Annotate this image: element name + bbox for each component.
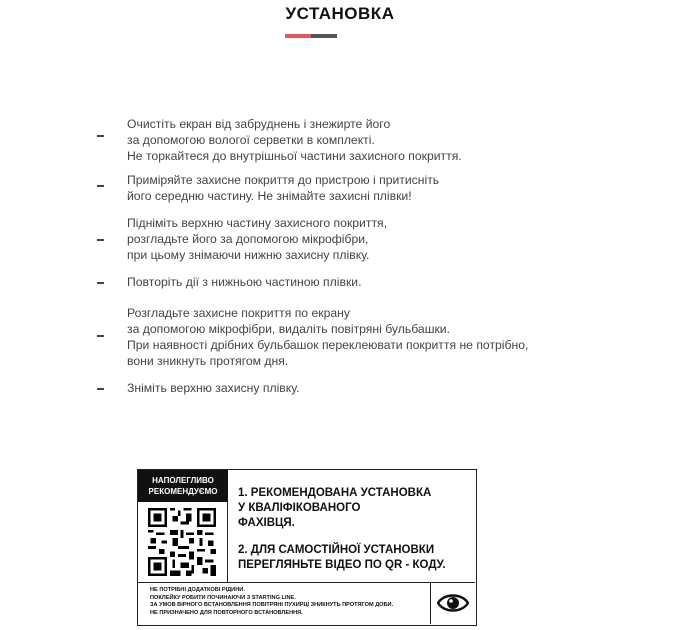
rec-line: 1. РЕКОМЕНДОВАНА УСТАНОВКА (238, 487, 432, 499)
rec-line: ПЕРЕГЛЯНЬТЕ ВІДЕО ПО QR - КОДУ. (238, 559, 446, 571)
notes-row (138, 582, 475, 625)
rec-line: 2. ДЛЯ САМОСТІЙНОЇ УСТАНОВКИ (238, 544, 435, 556)
step-bullet (97, 335, 104, 337)
step-bullet (97, 185, 104, 187)
underline-red-segment (285, 34, 311, 38)
notes-text (150, 587, 393, 617)
step-line: Не торкайтеся до внутрішньої частини захисного покриття. (127, 149, 462, 163)
eye-cell (430, 583, 475, 624)
qr-column (138, 470, 228, 582)
note-line: НЕ ПРИЗНАЧЕНО ДЛЯ ПОВТОРНОГО ВСТАНОВЛЕННЯ. (150, 609, 303, 616)
underline-gray-segment (311, 34, 337, 38)
rec-line: У КВАЛІФІКОВАНОГО (238, 502, 361, 514)
step-line: Приміряйте захисне покриття до пристрою і притисніть (127, 173, 440, 187)
step-line: його середню частину. Не знімайте захисні плівки! (127, 189, 412, 203)
step-line: вони зникнуть протягом дня. (127, 354, 289, 368)
step-line: за допомогою вологої серветки в комплекті. (127, 133, 375, 147)
step-text (127, 274, 361, 290)
step-line: Підніміть верхню частину захисного покриття, (127, 216, 388, 230)
qr-code-icon[interactable] (148, 508, 216, 576)
step-line: Очистіть екран від забруднень і знежирте його (127, 117, 391, 131)
step-bullet (97, 135, 104, 137)
step-text (127, 172, 439, 204)
eye-icon (437, 591, 469, 615)
step-bullet (97, 239, 104, 241)
step-line: Зніміть верхню захисну плівку. (127, 381, 300, 395)
step-text (127, 116, 462, 164)
step-line: розгладьте його за допомогою мікрофібри, (127, 232, 369, 246)
recommend-badge (138, 470, 228, 502)
note-line: ПОКЛЕЙКУ РОБИТИ ПОЧИНАЮЧИ З STARTING LINE. (150, 594, 296, 601)
step-line: при цьому знімаючи нижню захисну плівку. (127, 248, 370, 262)
title-underline (285, 34, 337, 38)
badge-line: НАПОЛЕГЛИВО (152, 476, 214, 485)
step-line: за допомогою мікрофібри, видаліть повітряні бульбашки. (127, 322, 451, 336)
recommendation-box (137, 469, 477, 626)
note-line: НЕ ПОТРІБНІ ДОДАТКОВІ РІДИНИ. (150, 587, 245, 593)
step-bullet (97, 282, 104, 284)
badge-line: РЕКОМЕНДУЄМО (148, 487, 218, 496)
step-line: Повторіть дії з нижньою частиною плівки. (127, 275, 362, 289)
step-text (127, 380, 300, 396)
step-text (127, 215, 387, 263)
recommendation-text (238, 486, 446, 573)
step-line: Розгладьте захисне покриття по екрану (127, 306, 350, 320)
step-line: При наявності дрібних бульбашок переклеювати покриття не потрібно, (127, 338, 529, 352)
page-title: УСТАНОВКА (285, 4, 395, 23)
step-bullet (97, 388, 104, 390)
step-text (127, 305, 528, 369)
note-line: ЗА УМОВ ВІРНОГО ВСТАНОВЛЕННЯ ПОВІТРЯНІ ПУХИРЦІ ЗНИКНУТЬ ПРОТЯГОМ ДОБИ. (150, 602, 394, 608)
rec-line: ФАХІВЦЯ. (238, 517, 295, 529)
